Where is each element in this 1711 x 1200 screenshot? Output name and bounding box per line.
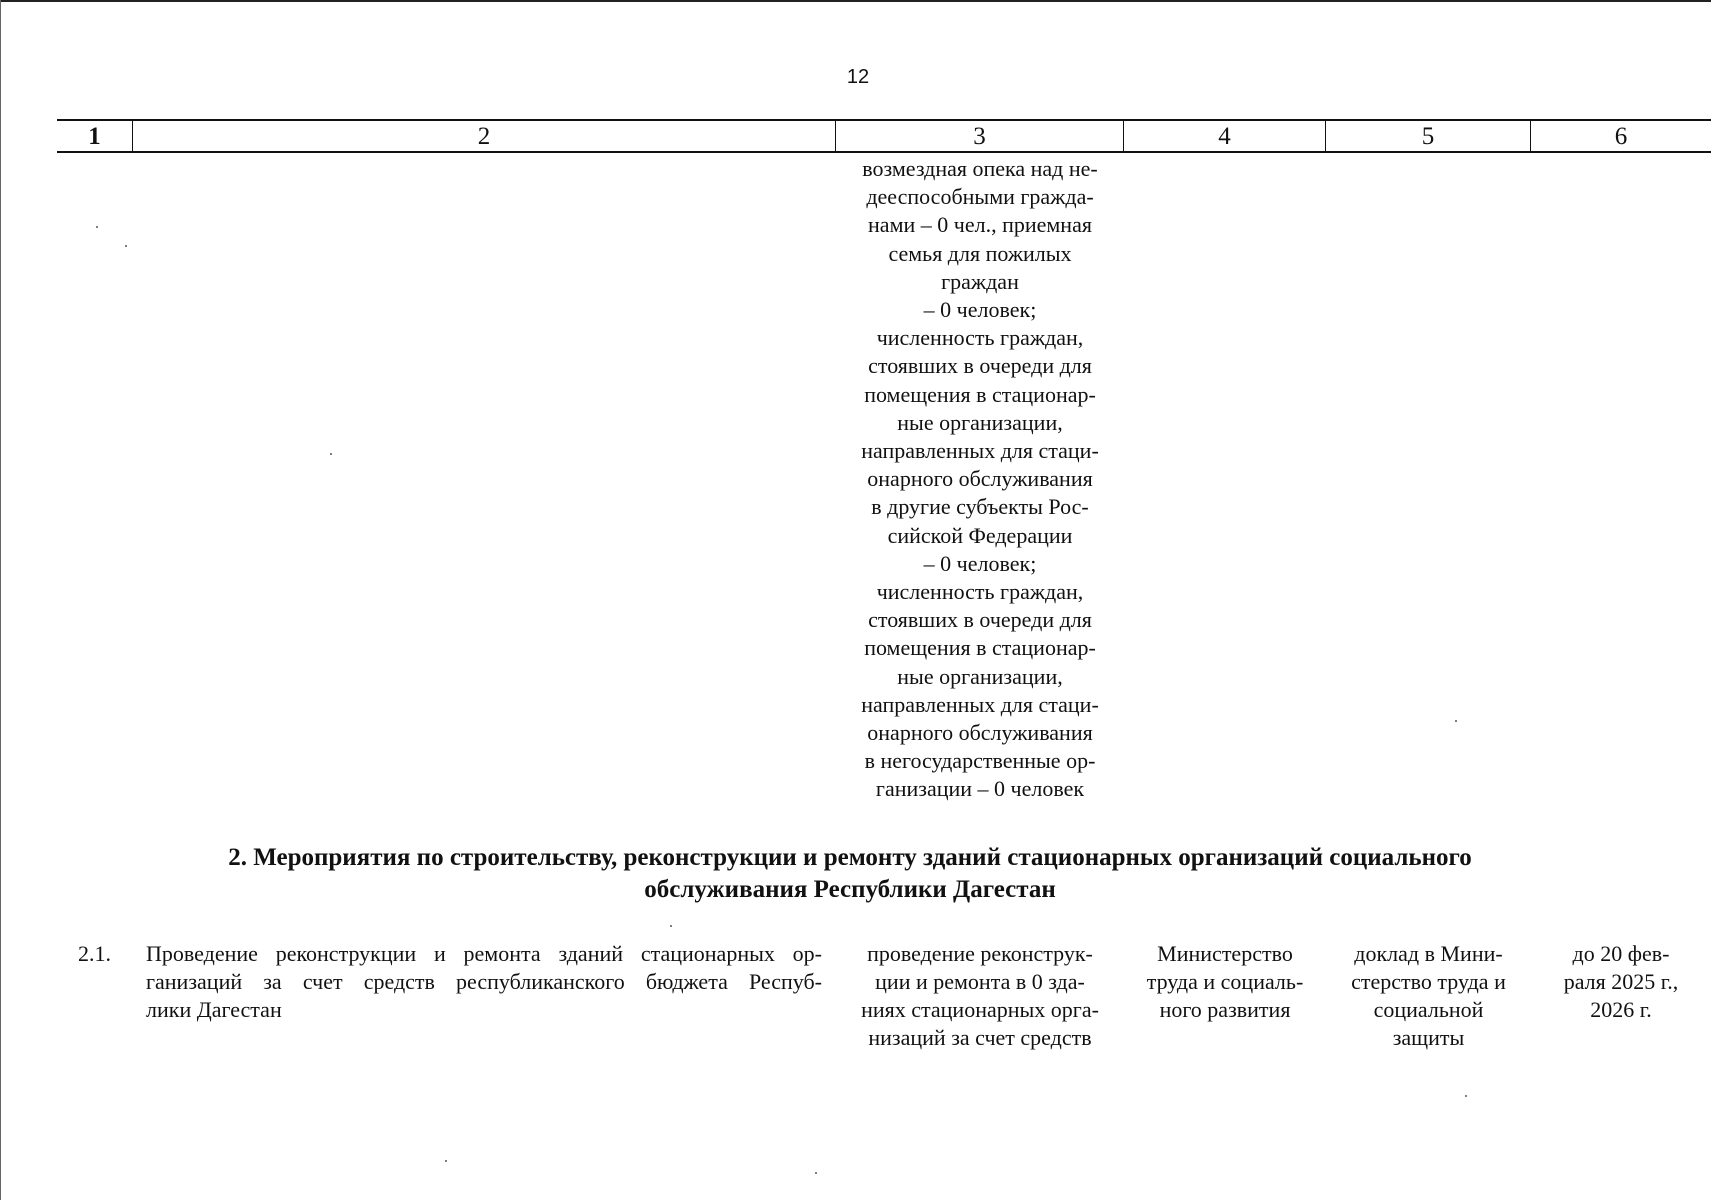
text-line: Министерство	[1157, 941, 1293, 966]
header-col-6: 6	[1614, 122, 1628, 150]
text-line: ные организации,	[897, 409, 1063, 435]
continuation-indicator-text	[836, 155, 1124, 804]
header-col-1: 1	[57, 121, 133, 151]
text-line: направленных для стаци-	[861, 438, 1099, 464]
text-line: раля 2025 г.,	[1563, 969, 1679, 994]
scan-top-edge	[0, 0, 1711, 2]
text-line: стоявших в очереди для	[868, 353, 1092, 379]
text-line: дееспособными гражда-	[866, 184, 1094, 210]
header-col-4: 4	[1124, 121, 1326, 151]
text-line: 2026 г.	[1590, 997, 1652, 1022]
text-line: онарного обслуживания	[867, 466, 1093, 492]
text-line: проведение реконструк-	[867, 941, 1093, 966]
text-line: возмездная опека над не-	[862, 156, 1098, 181]
text-line: стоявших в очереди для	[868, 607, 1092, 633]
scan-left-edge	[0, 0, 1, 1200]
section-heading-line-2: обслуживания Республики Дагестан	[644, 876, 1056, 903]
text-line: помещения в стационар-	[864, 381, 1096, 407]
section-heading-line-1: 2. Мероприятия по строительству, реконструкции и ремонту зданий стационарных организаций социального	[228, 844, 1472, 871]
text-line: ниях стационарных орга-	[861, 997, 1099, 1022]
text-line: в негосударственные ор-	[864, 748, 1096, 774]
text-line: семья для пожилых	[888, 240, 1072, 266]
scan-speck	[445, 1160, 447, 1162]
page-number: 12	[846, 66, 870, 88]
scan-speck	[125, 245, 127, 247]
scan-speck	[330, 453, 332, 455]
row-number: 2.1.	[78, 941, 111, 966]
text-line: сийской Федерации	[887, 522, 1073, 548]
text-line: ганизации – 0 человек	[875, 776, 1085, 802]
text-line: лики Дагестан	[146, 997, 282, 1022]
text-line: защиты	[1392, 1025, 1465, 1050]
row-indicator	[836, 940, 1124, 1052]
table-header-row	[57, 119, 1711, 153]
row-report	[1326, 940, 1531, 1052]
text-line: Проведение реконструкции и ремонта зданий стационарных ор-	[146, 941, 822, 966]
header-col-5: 5	[1326, 121, 1531, 151]
text-line: – 0 человек;	[923, 550, 1037, 576]
text-line: помещения в стационар-	[864, 635, 1096, 661]
text-line: в другие субъекты Рос-	[871, 494, 1089, 520]
text-line: численность граждан,	[876, 325, 1084, 351]
text-line: ганизаций за счет средств республиканского бюджета Респуб-	[146, 969, 822, 994]
row-deadline	[1531, 940, 1711, 1024]
scan-speck	[1455, 720, 1457, 722]
text-line: граждан	[941, 268, 1019, 294]
text-line: труда и социаль-	[1146, 969, 1304, 994]
section-heading	[120, 842, 1580, 906]
scan-speck	[1465, 1095, 1467, 1097]
row-responsible	[1124, 940, 1326, 1024]
text-line: – 0 человек;	[923, 297, 1037, 323]
scan-speck	[96, 226, 98, 228]
text-line: нами – 0 чел., приемная	[868, 212, 1092, 238]
text-line: низаций за счет средств	[868, 1025, 1092, 1050]
text-line: ного развития	[1159, 997, 1291, 1022]
text-line: ные организации,	[897, 663, 1063, 689]
text-line: стерство труда и	[1351, 969, 1506, 994]
header-col-3: 3	[836, 121, 1124, 151]
text-line: социальной	[1373, 997, 1484, 1022]
row-description	[146, 940, 822, 1024]
text-line: ции и ремонта в 0 зда-	[875, 969, 1085, 994]
text-line: доклад в Мини-	[1354, 941, 1503, 966]
header-col-2: 2	[133, 121, 836, 151]
scan-speck	[670, 925, 672, 927]
text-line: направленных для стаци-	[861, 691, 1099, 717]
scan-speck	[815, 1172, 817, 1174]
text-line: численность граждан,	[876, 579, 1084, 605]
text-line: до 20 фев-	[1572, 941, 1670, 966]
text-line: онарного обслуживания	[867, 720, 1093, 746]
